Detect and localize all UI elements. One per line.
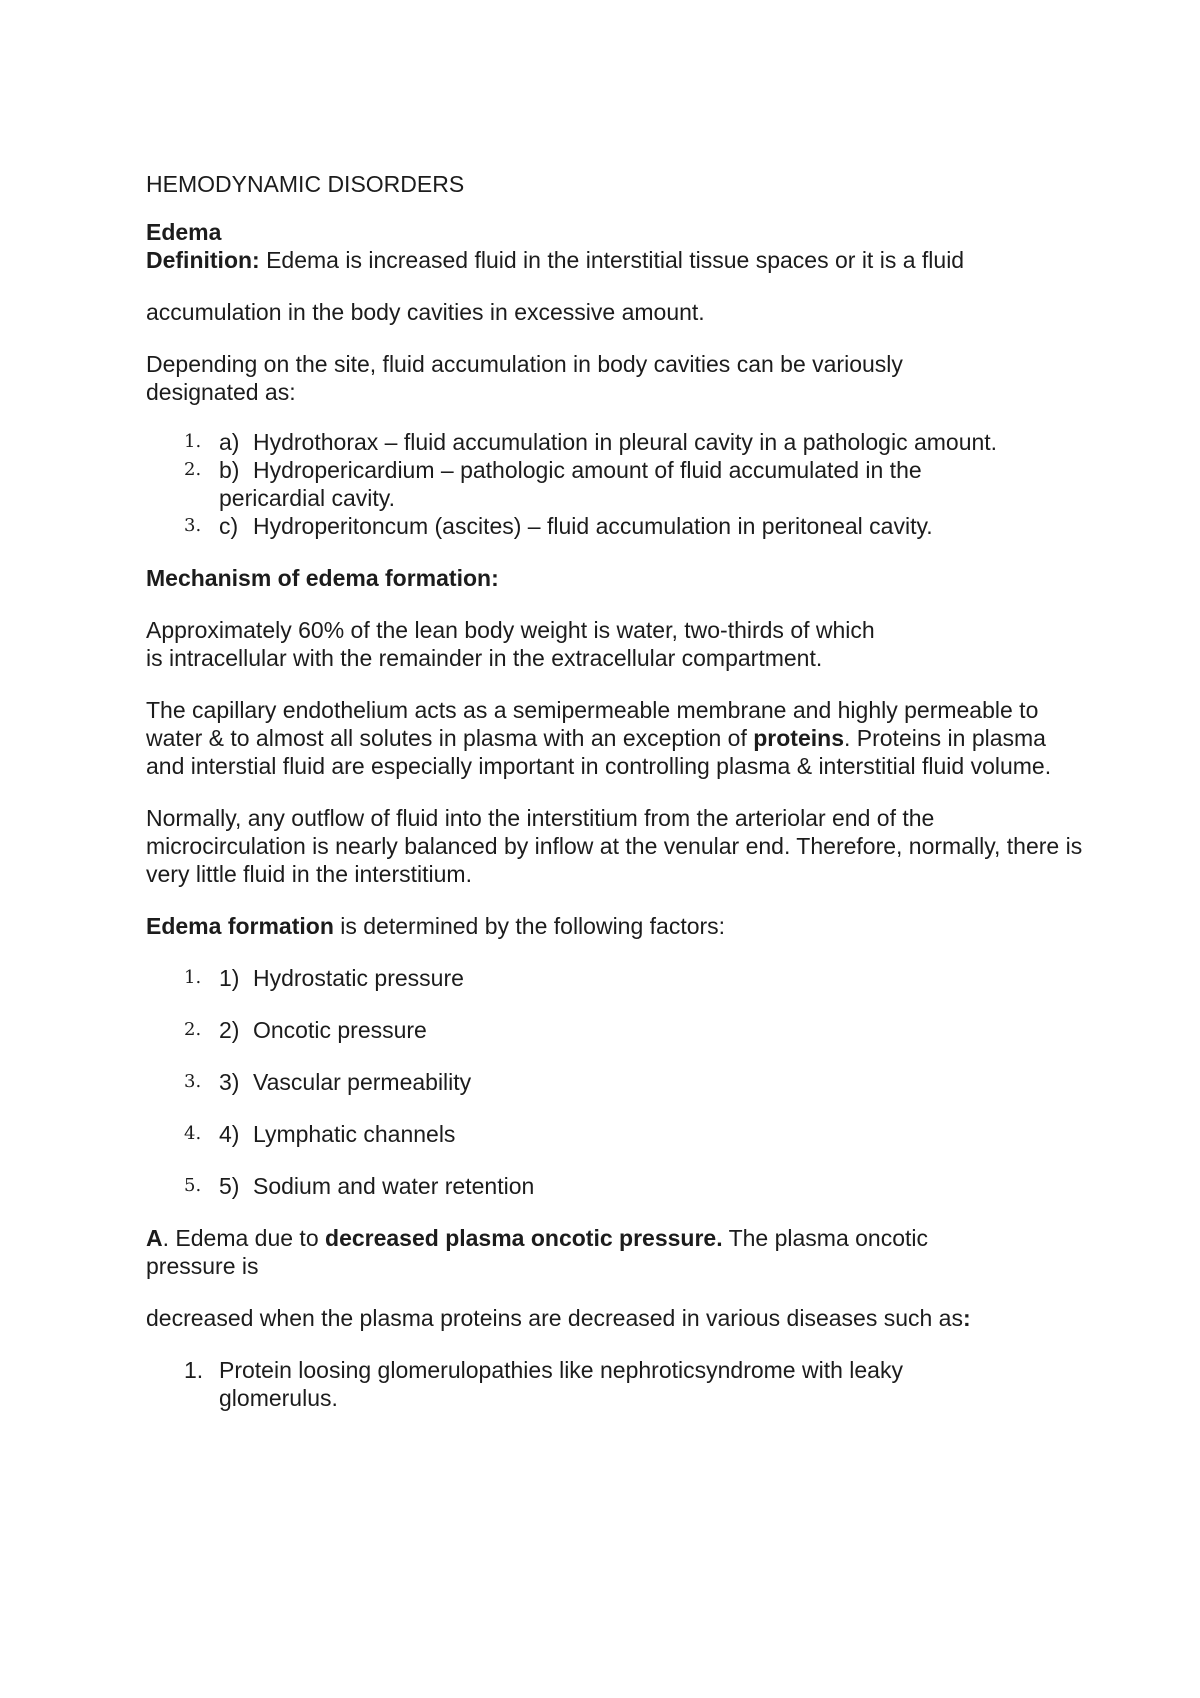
list-number: 2.	[184, 459, 202, 480]
list-text: Oncotic pressure	[253, 1017, 427, 1043]
list-text: Hydrostatic pressure	[253, 965, 464, 991]
list-item	[146, 1068, 1106, 1096]
list-text: Protein loosing glomerulopathies like nephroticsyndrome with leaky glomerulus.	[219, 1357, 903, 1411]
definition-continuation: accumulation in the body cavities in excessive amount.	[146, 299, 705, 325]
list-item	[146, 1016, 1106, 1044]
list-tag: 3)	[219, 1069, 240, 1095]
factors-text: is determined by the following factors:	[333, 913, 726, 939]
list-item	[146, 964, 1106, 992]
section-a-bold: decreased plasma oncotic pressure.	[325, 1225, 723, 1251]
p2-bold-proteins: proteins	[753, 725, 844, 751]
list-number: 1.	[184, 967, 202, 988]
section-a-text-2: The plasma oncotic pressure is	[146, 1225, 928, 1279]
definition-paragraph	[146, 246, 1106, 274]
list-item	[146, 1120, 1106, 1148]
list-tag: b)	[219, 457, 240, 483]
factors-intro	[146, 912, 1106, 940]
list-text: Hydropericardium – pathologic amount of fluid accumulated in the pericardial cavity.	[219, 457, 922, 511]
p2-text-before: The capillary endothelium acts as a semipermeable membrane and highly permeable to water & to almost all solutes in plasma with an exception of	[146, 697, 1039, 751]
list-number: 2.	[184, 1019, 202, 1040]
list-tag: 4)	[219, 1121, 240, 1147]
section-a-continuation	[146, 1304, 1106, 1332]
document-title: HEMODYNAMIC DISORDERS	[146, 171, 465, 197]
list-text: Hydrothorax – fluid accumulation in pleural cavity in a pathologic amount.	[253, 429, 998, 455]
section-a-paragraph	[146, 1224, 966, 1280]
definition-text: Edema is increased fluid in the interstitial tissue spaces or it is a fluid	[259, 247, 965, 273]
edema-heading: Edema	[146, 219, 222, 245]
cavity-list	[146, 428, 1046, 540]
mechanism-paragraph-2	[146, 696, 1086, 780]
document-page	[146, 170, 1106, 1412]
list-tag: 1)	[219, 965, 240, 991]
list-tag: 2)	[219, 1017, 240, 1043]
list-item	[146, 1356, 958, 1412]
list-tag: a)	[219, 429, 240, 455]
list-number: 1.	[184, 431, 202, 452]
factors-list	[146, 964, 1106, 1200]
mechanism-heading: Mechanism of edema formation:	[146, 565, 499, 591]
section-a-text-1: . Edema due to	[162, 1225, 326, 1251]
list-item	[146, 512, 1046, 540]
list-number: 5.	[184, 1175, 202, 1196]
factors-bold: Edema formation	[146, 913, 334, 939]
p2-text-after: . Proteins in plasma and interstial fluid are especially important in controlling plasma & interstitial fluid volume.	[146, 725, 1052, 779]
list-item	[146, 428, 1046, 456]
list-item	[146, 1172, 1106, 1200]
list-number: 3.	[184, 515, 202, 536]
section-a-cont-colon: :	[962, 1305, 971, 1331]
list-number: 3.	[184, 1071, 202, 1092]
mechanism-paragraph-1: Approximately 60% of the lean body weight is water, two-thirds of which is intracellular with the remainder in the extracellular compartment.	[146, 617, 875, 671]
section-a-letter: A	[146, 1225, 163, 1251]
list-text: Lymphatic channels	[253, 1121, 456, 1147]
section-a-cont-text: decreased when the plasma proteins are decreased in various diseases such as	[146, 1305, 963, 1331]
list-text: Sodium and water retention	[253, 1173, 535, 1199]
list-tag: 5)	[219, 1173, 240, 1199]
list-number: 4.	[184, 1123, 202, 1144]
list-tag: c)	[219, 513, 239, 539]
site-paragraph: Depending on the site, fluid accumulation in body cavities can be variously designated as:	[146, 351, 903, 405]
list-text: Vascular permeability	[253, 1069, 472, 1095]
mechanism-paragraph-3: Normally, any outflow of fluid into the interstitium from the arteriolar end of the microcirculation is nearly balanced by inflow at the venular end. Therefore, normally, there is very little fluid in the interstitium.	[146, 805, 1083, 887]
definition-label: Definition:	[146, 247, 260, 273]
list-number: 1.	[184, 1357, 204, 1383]
list-item	[146, 456, 941, 512]
disease-list	[146, 1356, 958, 1412]
list-text: Hydroperitoncum (ascites) – fluid accumulation in peritoneal cavity.	[253, 513, 933, 539]
